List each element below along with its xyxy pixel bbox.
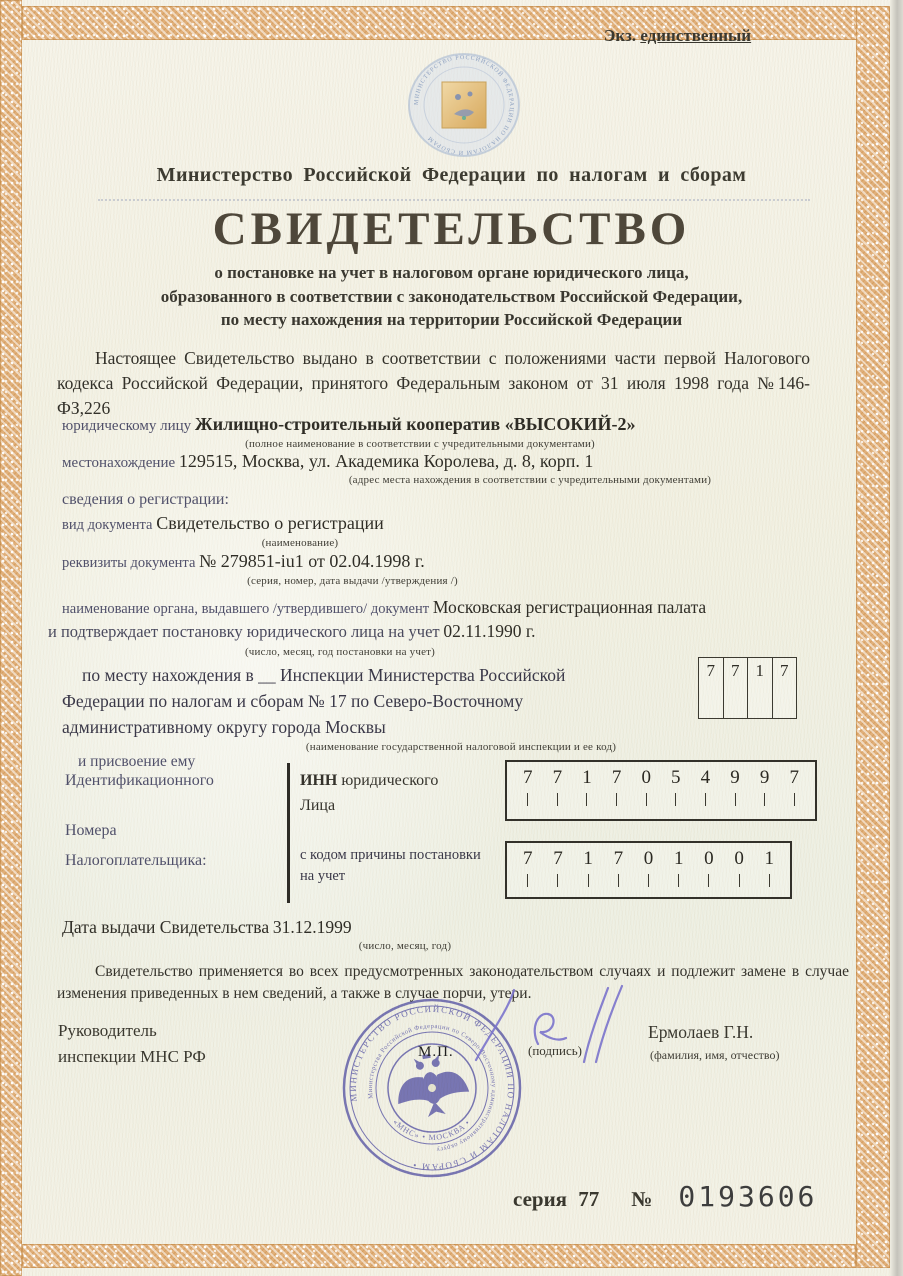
- registration-heading: сведения о регистрации:: [62, 491, 229, 508]
- stamp-inner-text: «МНС» • МОСКВА •: [391, 1117, 473, 1143]
- location-hint: (адрес места нахождения в соответствии с учредительными документами): [348, 474, 712, 486]
- copy-label-prefix: Экз.: [603, 26, 637, 45]
- subtitle-line-2: образованного в соответствии с законодательством Российской Федерации,: [160, 286, 743, 306]
- assignment-label-identification: Идентификационного: [65, 772, 214, 789]
- inspection-code-box: [698, 657, 797, 719]
- kpp-digit-box: [505, 841, 792, 899]
- issue-date-value: 31.12.1999: [272, 917, 352, 937]
- ministry-title: Министерство Российской Федерации по налогам и сборам: [156, 164, 747, 186]
- doc-type-hint: (наименование): [261, 537, 339, 549]
- legal-entity-value: Жилищно-строительный кооператив «ВЫСОКИЙ-2»: [194, 414, 636, 434]
- issue-date-hint: (число, месяц, год): [358, 940, 452, 952]
- inspection-code-digit: 1: [748, 658, 773, 718]
- kpp-digit: 7: [553, 848, 563, 887]
- inspection-line-3: административному округу города Москвы: [62, 717, 386, 737]
- copy-label: [560, 26, 795, 46]
- inn-digit-box: [505, 760, 817, 821]
- head-title-line2: инспекции МНС РФ: [58, 1047, 206, 1066]
- copy-label-underlined: единственный: [640, 26, 752, 45]
- doc-type-row: [62, 513, 762, 534]
- tick-mark: [618, 874, 619, 887]
- tick-mark: [764, 793, 765, 806]
- authority-value: Московская регистрационная палата: [432, 597, 707, 617]
- doc-type-label: вид документа: [62, 517, 153, 533]
- kpp-label-line1: с кодом причины постановки: [300, 847, 481, 863]
- issue-date-label: Дата выдачи Свидетельства: [62, 917, 270, 937]
- tick-mark: [735, 793, 736, 806]
- assignment-label-taxpayer: Налогоплательщика:: [65, 852, 207, 869]
- doc-details-row: [62, 551, 762, 572]
- inspection-code-digit: 7: [699, 658, 724, 718]
- inn-label-line2: Лица: [300, 797, 336, 814]
- inspection-line-2: Федерации по налогам и сборам № 17 по Северо-Восточному: [62, 691, 524, 711]
- inspection-line-1: по месту нахождения в __ Инспекции Министерства Российской: [82, 665, 566, 685]
- confirm-hint: (число, месяц, год постановки на учет): [244, 646, 436, 658]
- signature-hint: (подпись): [528, 1043, 582, 1058]
- tick-mark: [678, 874, 679, 887]
- inn-digit: 0: [641, 767, 651, 806]
- validity-paragraph: Свидетельство применяется во всех предусмотренных законодательством случаях и подлежит замене в случае изменения приведенных в нем сведений, а также в случае порчи, утери.: [57, 963, 849, 1002]
- authority-row: [62, 597, 852, 618]
- tick-mark: [588, 874, 589, 887]
- tick-mark: [708, 874, 709, 887]
- kpp-digit: 0: [644, 848, 654, 887]
- series-label: серия 77: [513, 1187, 600, 1211]
- border-ornament-bottom: [22, 1244, 856, 1268]
- kpp-digit: 1: [674, 848, 684, 887]
- kpp-digit: 7: [614, 848, 624, 887]
- location-row: [62, 451, 842, 472]
- legal-entity-hint: (полное наименование в соответствии с учредительными документами): [245, 438, 595, 450]
- subtitle-line-3: по месту нахождения на территории Российской Федерации: [220, 310, 683, 329]
- official-name: Ермолаев Г.Н.: [648, 1022, 754, 1042]
- tick-mark: [739, 874, 740, 887]
- tick-mark: [557, 874, 558, 887]
- border-ornament-left: [0, 0, 22, 1276]
- tick-mark: [648, 874, 649, 887]
- tick-mark: [557, 793, 558, 806]
- inspection-text: [62, 662, 682, 740]
- head-title: [58, 1018, 206, 1070]
- confirm-row: [48, 621, 838, 642]
- legal-entity-label: юридическому лицу: [62, 418, 192, 434]
- tick-mark: [616, 793, 617, 806]
- official-name-hint: (фамилия, имя, отчество): [650, 1048, 780, 1062]
- inn-digit: 1: [582, 767, 592, 806]
- kpp-label-line2: на учет: [300, 868, 346, 884]
- scan-edge: [890, 0, 903, 1276]
- assignment-divider: [287, 763, 290, 903]
- doc-type-value: Свидетельство о регистрации: [156, 513, 384, 533]
- authority-label: наименование органа, выдавшего /утвердившего/ документ: [62, 601, 430, 617]
- inspection-hint: (наименование государственной налоговой инспекции и ее код): [305, 741, 617, 753]
- location-label: местонахождение: [62, 455, 176, 471]
- inn-digit: 4: [701, 767, 711, 806]
- doc-details-label: реквизиты документа: [62, 555, 196, 571]
- inn-label: [300, 768, 495, 818]
- doc-details-hint: (серия, номер, дата выдачи /утверждения /): [247, 575, 458, 587]
- tick-mark: [705, 793, 706, 806]
- kpp-digit: 1: [583, 848, 593, 887]
- tick-mark: [527, 793, 528, 806]
- assignment-label-number: Номера: [65, 822, 117, 839]
- inspection-code-digit: 7: [724, 658, 749, 718]
- head-title-line1: Руководитель: [58, 1021, 157, 1040]
- number-sign: №: [631, 1187, 653, 1211]
- inn-digit: 7: [789, 767, 799, 806]
- kpp-label: [300, 845, 500, 887]
- location-value: 129515, Москва, ул. Академика Королева, д. 8, корп. 1: [178, 451, 594, 471]
- confirm-text: и подтверждает постановку юридического лица на учет: [48, 622, 440, 641]
- stamp-place-mark: М.П.: [418, 1044, 454, 1060]
- issue-date-row: [62, 917, 352, 938]
- inn-digit: 7: [553, 767, 563, 806]
- inn-label-rest: юридического: [341, 772, 439, 789]
- tick-mark: [769, 874, 770, 887]
- series-number: 0193606: [678, 1180, 818, 1213]
- stamp-outer-text: МИНИСТЕРСТВО РОССИЙСКОЙ ФЕДЕРАЦИИ ПО НАЛОГАМ И СБОРАМ •: [347, 1003, 517, 1173]
- legal-entity-row: [62, 414, 842, 435]
- kpp-digit: 0: [734, 848, 744, 887]
- border-ornament-right: [856, 6, 890, 1268]
- inn-label-bold: ИНН: [300, 772, 338, 789]
- kpp-digit: 0: [704, 848, 714, 887]
- inspection-code-digit: 7: [780, 661, 789, 680]
- inn-digit: 9: [760, 767, 770, 806]
- inn-digit: 7: [523, 767, 533, 806]
- document-subtitle: [0, 261, 903, 332]
- kpp-digit: 1: [765, 848, 775, 887]
- tick-mark: [794, 793, 795, 806]
- inn-digit: 5: [671, 767, 681, 806]
- document-title: СВИДЕТЕЛЬСТВО: [212, 203, 691, 255]
- tick-mark: [675, 793, 676, 806]
- assignment-intro: и присвоение ему: [78, 753, 196, 770]
- kpp-digit: 7: [523, 848, 533, 887]
- subtitle-line-1: о постановке на учет в налоговом органе юридического лица,: [214, 263, 689, 282]
- emblem-ring-text: МИНИСТЕРСТВО РОССИЙСКОЙ ФЕДЕРАЦИИ ПО НАЛОГАМ И СБОРАМ: [413, 54, 515, 156]
- series-row: [513, 1180, 817, 1213]
- doc-details-value: № 279851-iu1 от 02.04.1998 г.: [199, 551, 425, 571]
- tick-mark: [527, 874, 528, 887]
- tick-mark: [646, 793, 647, 806]
- confirm-date: 02.11.1990 г.: [443, 621, 536, 641]
- inn-digit: 7: [612, 767, 622, 806]
- intro-paragraph: Настоящее Свидетельство выдано в соответствии с положениями части первой Налогового кодекса Российской Федерации, принятого Федеральным законом от 31 июля 1998 года №146-ФЗ,226: [57, 348, 810, 418]
- ministry-emblem-icon: [406, 52, 522, 158]
- inn-digit: 9: [730, 767, 740, 806]
- tick-mark: [586, 793, 587, 806]
- ministry-divider: [98, 199, 810, 201]
- stamp-middle-text: Министерства Российской Федерации по Северо-Восточному административному округу: [366, 1022, 498, 1153]
